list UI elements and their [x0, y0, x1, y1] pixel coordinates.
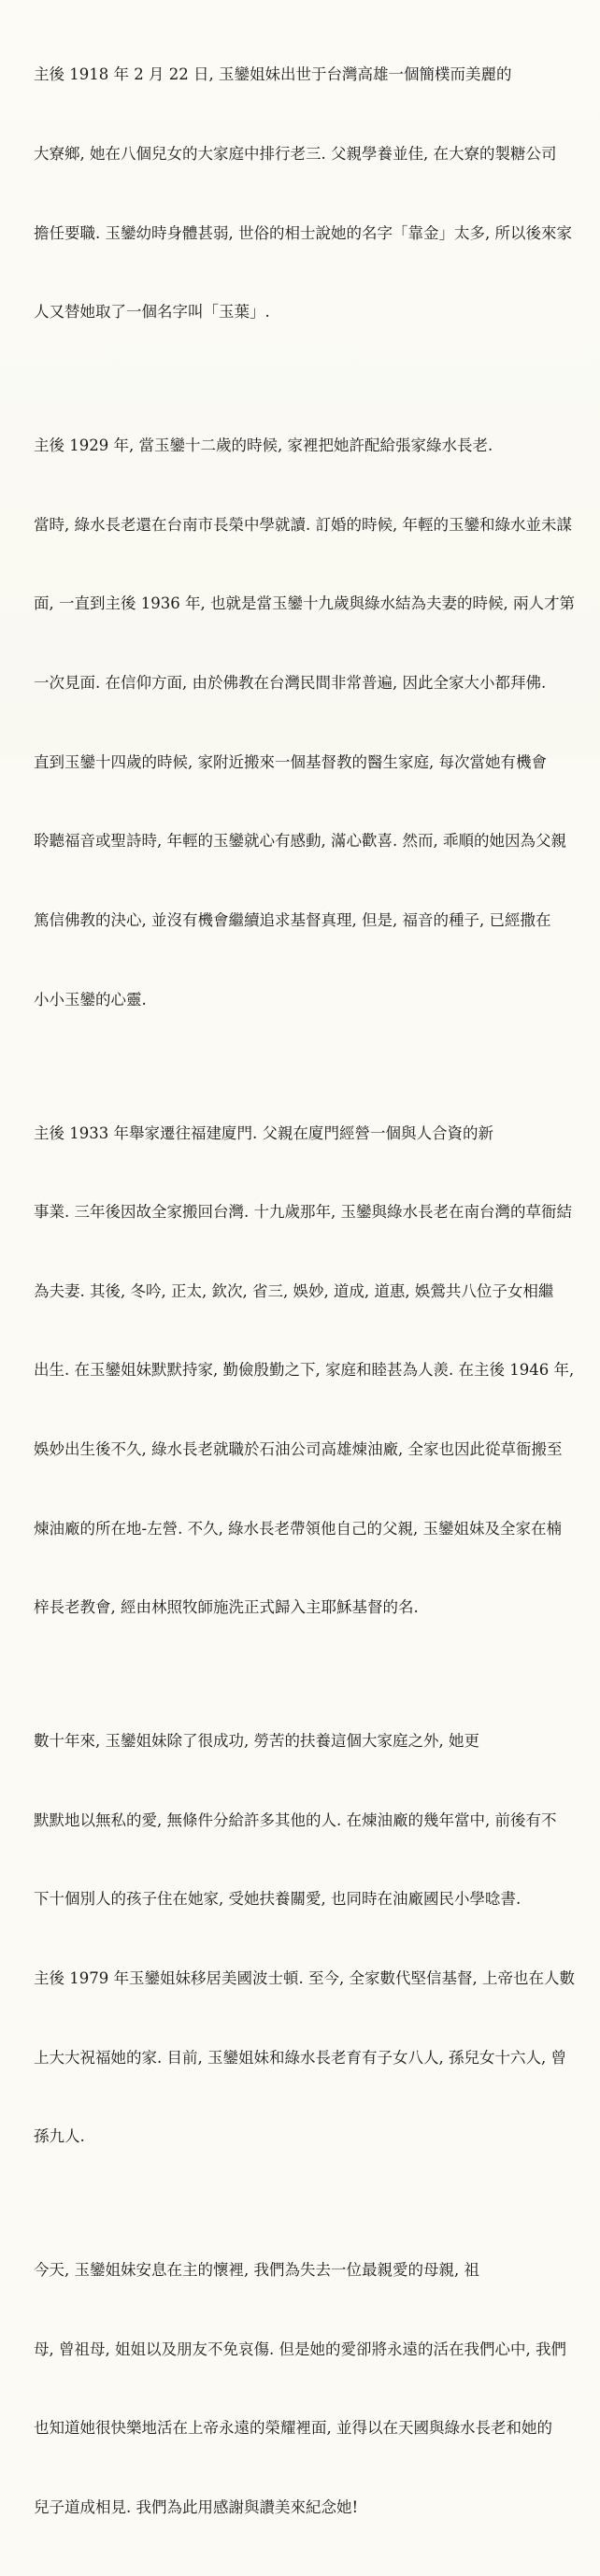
memorial-text	[34, 9, 579, 2576]
text-line: 人又替她取了一個名字叫「玉葉」.	[34, 303, 270, 322]
text-line: 聆聽福音或聖詩時, 年輕的玉鑾就心有感動, 滿心歡喜. 然而, 乖順的她因為父親	[34, 832, 566, 851]
text-line: 事業. 三年後因故全家搬回台灣. 十九歲那年, 玉鑾與綠水長老在南台灣的草衙結	[34, 1203, 572, 1222]
text-line: 擔任要職. 玉鑾幼時身體甚弱, 世俗的相士說她的名字「靠金」太多, 所以後來家	[34, 223, 572, 242]
text-line: 今天, 玉鑾姐妹安息在主的懷裡, 我們為失去一位最親愛的母親, 祖	[34, 2261, 479, 2280]
text-line: 篤信佛教的決心, 並沒有機會繼續追求基督真理, 但是, 福音的種子, 已經撒在	[34, 910, 551, 929]
paragraph-family-care	[34, 1676, 579, 2203]
text-line: 梓長老教會, 經由林照牧師施洗正式歸入主耶穌基督的名.	[34, 1598, 419, 1617]
paragraph-birth	[34, 9, 579, 379]
text-line: 面, 一直到主後 1936 年, 也就是當玉鑾十九歲與綠水結為夫妻的時候, 兩人才第	[34, 594, 575, 613]
text-line: 主後 1918 年 2 月 22 日, 玉鑾姐妹出世于台灣高雄一個簡樸而美麗的	[34, 65, 512, 84]
text-line: 母, 曾祖母, 姐姐以及朋友不免哀傷. 但是她的愛卻將永遠的活在我們心中, 我們	[34, 2340, 566, 2358]
text-line: 娛妙出生後不久, 綠水長老就職於石油公司高雄煉油廠, 全家也因此從草衙搬至	[34, 1439, 563, 1458]
text-line: 為夫妻. 其後, 冬吟, 正太, 欽次, 省三, 娛妙, 道成, 道惠, 娛鶯共八位子女相繼	[34, 1281, 554, 1300]
text-line: 出生. 在玉鑾姐妹默默持家, 勤儉殷勤之下, 家庭和睦甚為人羨. 在主後 1946 年,	[34, 1361, 575, 1380]
text-line: 當時, 綠水長老還在台南市長榮中學就讀. 訂婚的時候, 年輕的玉鑾和綠水並未謀	[34, 515, 572, 534]
text-line: 上大大祝福她的家. 目前, 玉鑾姐妹和綠水長老育有子女八人, 孫兒女十六人, 曾	[34, 2048, 566, 2067]
text-line: 默默地以無私的愛, 無條件分給許多其他的人. 在煉油廠的幾年當中, 前後有不	[34, 1810, 557, 1829]
text-line: 下十個別人的孩子住在她家, 受她扶養關愛, 也同時在油廠國民小學唸書.	[34, 1890, 521, 1909]
text-line: 主後 1929 年, 當玉鑾十二歲的時候, 家裡把她許配給張家綠水長老.	[34, 436, 493, 455]
paragraph-marriage	[34, 1067, 579, 1674]
paragraph-closing	[34, 2205, 579, 2574]
text-line: 數十年來, 玉鑾姐妹除了很成功, 勞苦的扶養這個大家庭之外, 她更	[34, 1732, 479, 1751]
paragraph-engagement	[34, 380, 579, 1066]
text-line: 煉油廠的所在地-左營. 不久, 綠水長老帶領他自己的父親, 玉鑾姐妹及全家在楠	[34, 1519, 563, 1538]
text-line: 小小玉鑾的心靈.	[34, 990, 147, 1009]
text-line: 孫九人.	[34, 2127, 85, 2146]
text-line: 兒子道成相見. 我們為此用感謝與讚美來紀念她!	[34, 2498, 359, 2517]
text-line: 大寮鄉, 她在八個兒女的大家庭中排行老三. 父親學養並佳, 在大寮的製糖公司	[34, 145, 557, 164]
text-line: 直到玉鑾十四歲的時候, 家附近搬來一個基督教的醫生家庭, 每次當她有機會	[34, 752, 547, 771]
text-line: 一次見面. 在信仰方面, 由於佛教在台灣民間非常普遍, 因此全家大小都拜佛.	[34, 674, 547, 693]
text-line: 主後 1933 年舉家遷往福建廈門. 父親在廈門經營一個與人合資的新	[34, 1123, 493, 1142]
text-line: 主後 1979 年玉鑾姐妹移居美國波士頓. 至今, 全家數代堅信基督, 上帝也在人數	[34, 1969, 575, 1988]
text-line: 也知道她很快樂地活在上帝永遠的榮耀裡面, 並得以在天國與綠水長老和她的	[34, 2419, 552, 2438]
